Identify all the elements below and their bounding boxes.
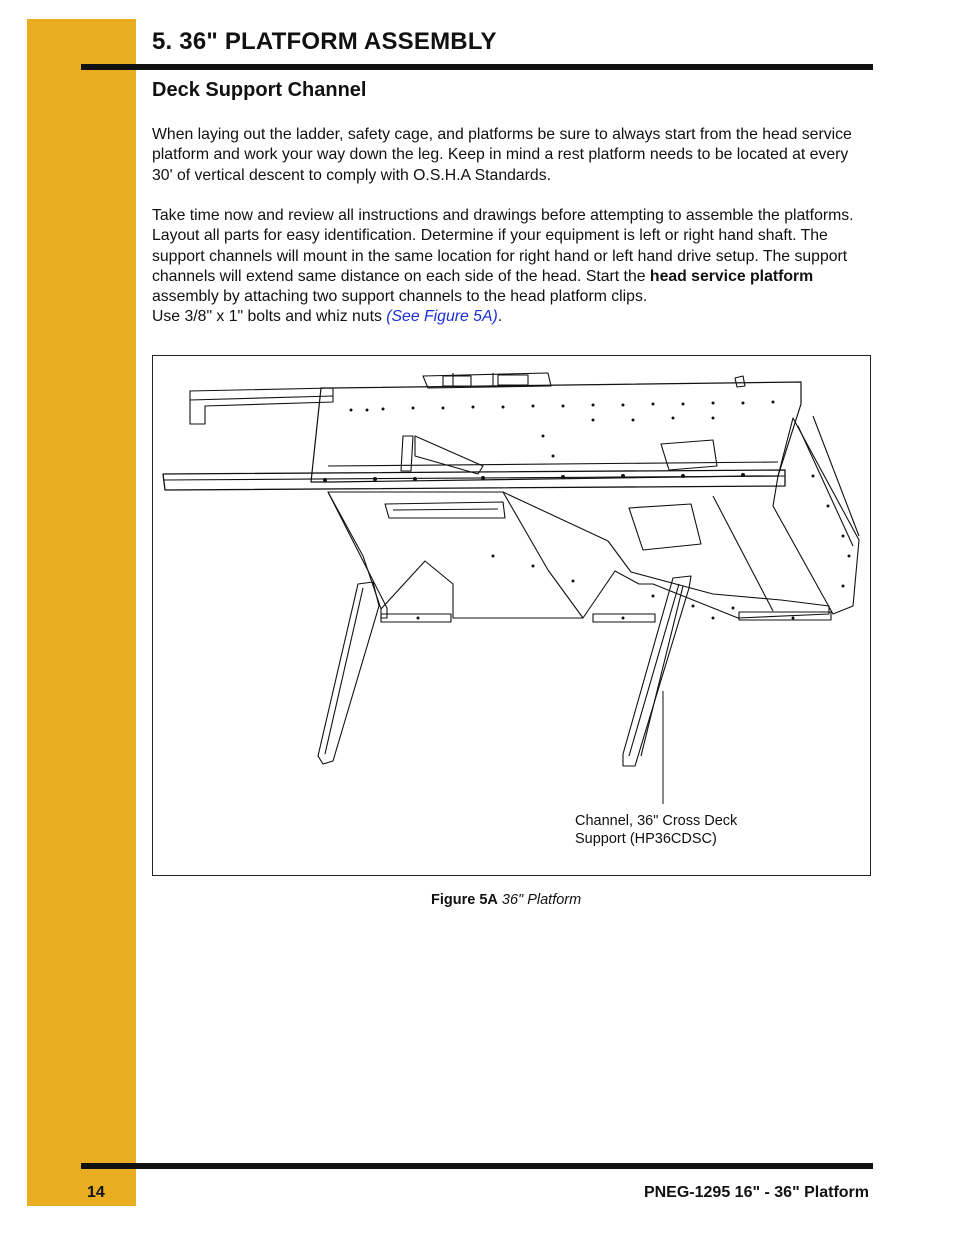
instruction-end: . <box>497 308 503 326</box>
instruction-bold-term: head service platform <box>649 267 814 285</box>
footer-rule <box>81 1163 873 1169</box>
right-post <box>735 376 745 387</box>
caption-text: 36" Platform <box>501 892 582 908</box>
front-lower-plate <box>328 492 829 618</box>
page-number: 14 <box>87 1184 105 1201</box>
left-leg-channel <box>318 582 379 764</box>
platform-assembly-drawing <box>153 356 870 875</box>
back-left-channel <box>190 388 333 424</box>
callout-line-1: Channel, 36" Cross Deck <box>575 813 738 829</box>
section-title: 5. 36" PLATFORM ASSEMBLY <box>152 28 497 55</box>
caption-number: Figure 5A <box>431 892 498 908</box>
intro-paragraph: When laying out the ladder, safety cage, and platforms be sure to always start from the head service platform and work your way down the leg. Keep in mind a rest platform needs to be located at every 30' of vertical descent to comply with O.S.H.A Standards. <box>152 126 852 184</box>
instruction-paragraph <box>152 206 872 328</box>
access-panel-front <box>629 504 701 550</box>
right-side-wall <box>773 418 859 614</box>
figure-5a-frame <box>152 355 871 876</box>
instruction-text-3: Use 3/8" x 1" bolts and whiz nuts <box>152 308 387 326</box>
header-rule <box>81 64 873 70</box>
access-panel-top <box>661 440 717 470</box>
instruction-text-2: assembly by attaching two support channels to the head platform clips. <box>152 288 648 306</box>
instruction-text-1: Take time now and review all instructions and drawings before attempting to assemble the platforms. Layout all parts for easy identification. Determine if your equipment is left or right hand shaft. The support channels will mount in the same location for right hand or left hand drive setup. The support channels will extend same distance on each side of the head. Start the <box>152 207 854 285</box>
document-id: PNEG-1295 16" - 36" Platform <box>643 1184 869 1201</box>
figure-reference-link[interactable]: (See Figure 5A) <box>386 308 498 326</box>
deck-plate-back <box>311 382 801 482</box>
callout-line-2: Support (HP36CDSC) <box>575 831 717 847</box>
foot-plate-left <box>381 614 451 622</box>
part-callout <box>575 812 737 848</box>
side-color-band <box>27 19 136 1206</box>
figure-caption <box>431 892 581 908</box>
right-leg-channel <box>623 576 691 766</box>
subsection-title: Deck Support Channel <box>152 79 367 101</box>
